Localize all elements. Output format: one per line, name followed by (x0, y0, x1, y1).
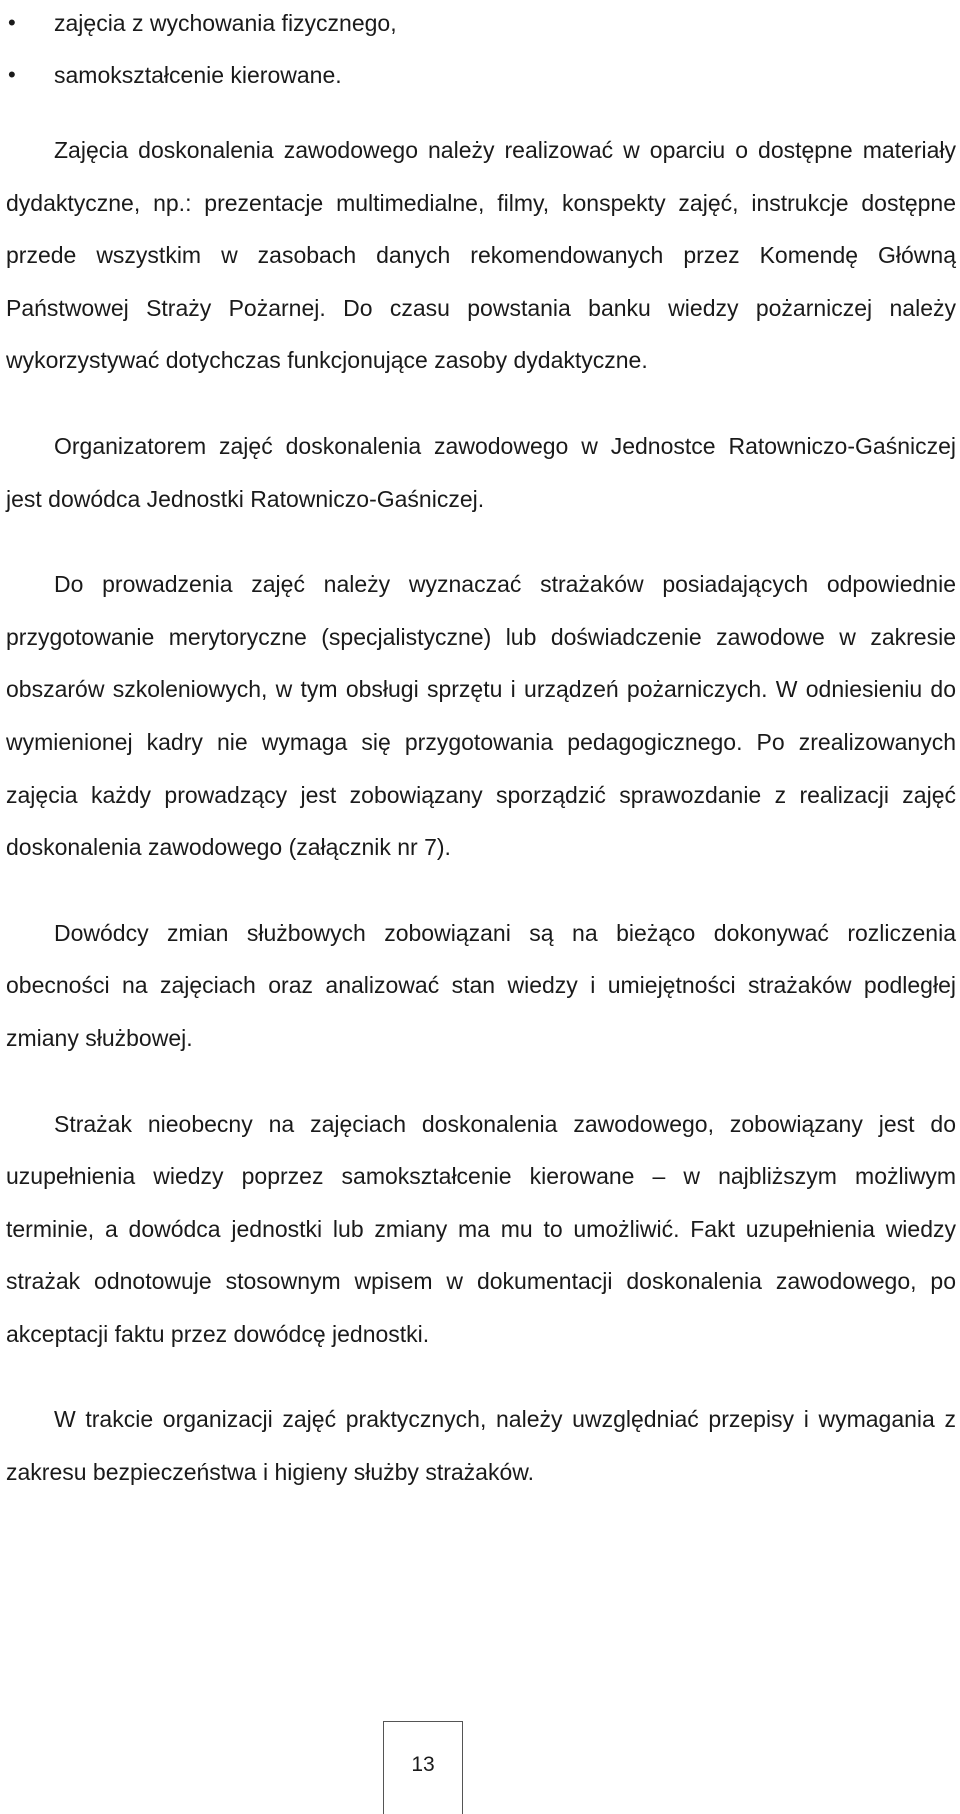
bullet-item (6, 52, 956, 104)
document-body (6, 0, 956, 1499)
paragraph-safety: W trakcie organizacji zajęć praktycznych, należy uwzględniać przepisy i wymagania z zakresu bezpieczeństwa i higieny służby strażaków. (6, 1406, 956, 1486)
paragraph-materials: Zajęcia doskonalenia zawodowego należy realizować w oparciu o dostępne materiały dydaktyczne, np.: prezentacje multimedialne, filmy, konspekty zajęć, instrukcje dostępne przede wszystkim w zasobach danych rekomendowanych przez Komendę Główną Państwowej Straży Pożarnej. Do czasu powstania banku wiedzy pożarniczej należy wykorzystywać dotychczas funkcjonujące zasoby dydaktyczne. (6, 137, 956, 374)
bullet-item-text: zajęcia z wychowania fizycznego, (54, 10, 397, 36)
paragraph-shift-commanders: Dowódcy zmian służbowych zobowiązani są na bieżąco dokonywać rozliczenia obecności na zajęciach oraz analizować stan wiedzy i umiejętności strażaków podległej zmiany służbowej. (6, 919, 956, 1051)
bullet-icon: • (8, 62, 16, 87)
bullet-item-text: samokształcenie kierowane. (54, 62, 342, 88)
paragraph-instructors: Do prowadzenia zajęć należy wyznaczać strażaków posiadających odpowiednie przygotowanie merytoryczne (specjalistyczne) lub doświadczenie zawodowe w zakresie obszarów szkoleniowych, w tym obsługi sprzętu i urządzeń pożarniczych. W odniesieniu do wymienionej kadry nie wymaga się przygotowania pedagogicznego. Po zrealizowanych zajęcia każdy prowadzący jest zobowiązany sporządzić sprawozdanie z realizacji zajęć doskonalenia zawodowego (załącznik nr 7). (6, 571, 956, 861)
paragraph-absent-firefighter: Strażak nieobecny na zajęciach doskonalenia zawodowego, zobowiązany jest do uzupełnienia wiedzy poprzez samokształcenie kierowane – w najbliższym możliwym terminie, a dowódca jednostki lub zmiany ma mu to umożliwić. Fakt uzupełnienia wiedzy strażak odnotowuje stosownym wpisem w dokumentacji doskonalenia zawodowego, po akceptacji faktu przez dowódcę jednostki. (6, 1110, 956, 1347)
page-number-box (383, 1721, 463, 1814)
paragraph-organizer: Organizatorem zajęć doskonalenia zawodowego w Jednostce Ratowniczo-Gaśniczej jest dowódca Jednostki Ratowniczo-Gaśniczej. (6, 432, 956, 512)
bullet-list (6, 0, 956, 104)
bullet-item (6, 0, 956, 52)
page-number: 13 (411, 1753, 435, 1776)
bullet-icon: • (8, 10, 16, 35)
